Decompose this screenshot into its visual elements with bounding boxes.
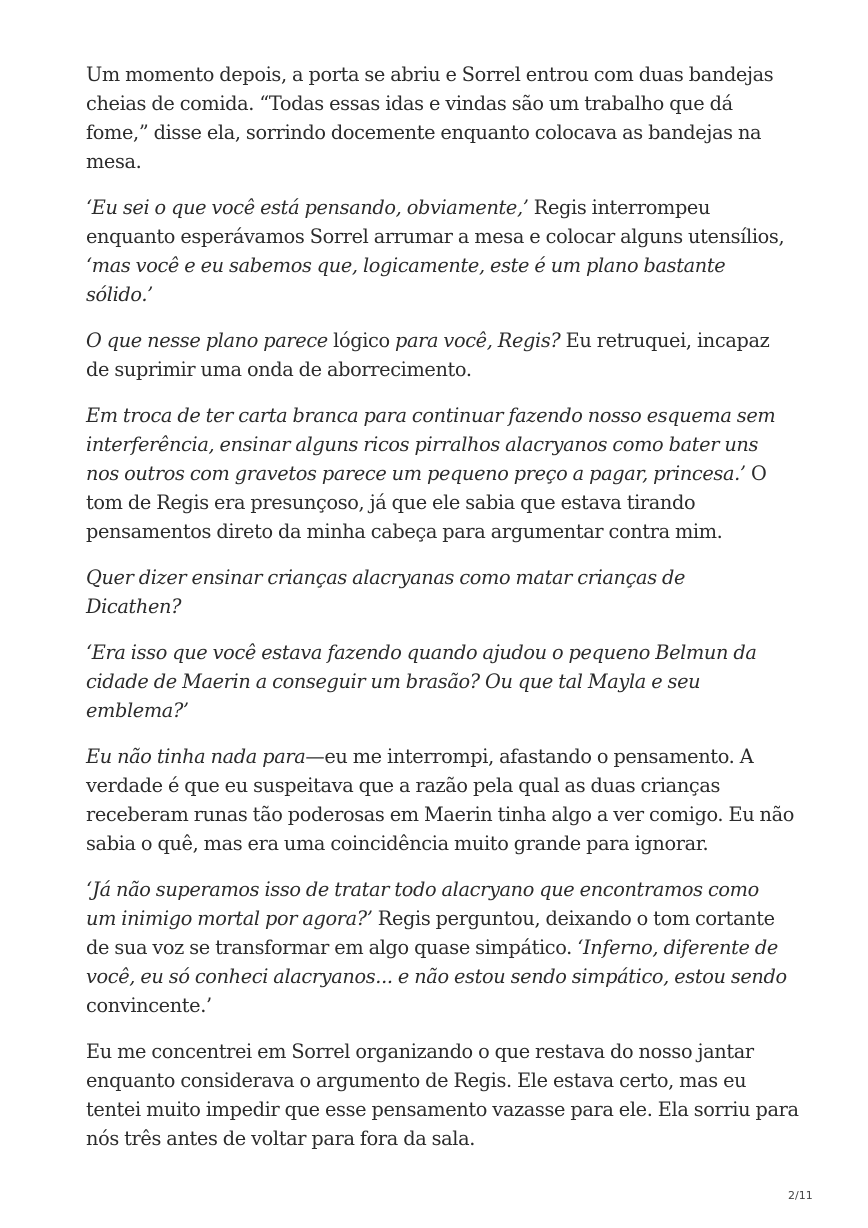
paragraph: [86, 1037, 799, 1153]
italic-text-segment: ‘Inferno, diferente de: [577, 936, 778, 959]
text-segment: fome,” disse ela, sorrindo docemente enquanto colocava as bandejas na: [86, 121, 762, 144]
text-line: [86, 488, 786, 517]
paragraph: [86, 742, 795, 858]
text-line: [86, 696, 786, 725]
text-segment: mesa.: [86, 150, 142, 173]
text-line: [86, 1037, 786, 1066]
text-line: [86, 563, 786, 592]
text-line: [86, 280, 786, 309]
text-line: [86, 875, 786, 904]
text-line: [86, 326, 786, 355]
italic-text-segment: ‘Eu sei o que você está pensando, obviamente,’: [86, 196, 529, 219]
text-segment: receberam runas tão poderosas em Maerin tinha algo a ver comigo. Eu não: [86, 803, 795, 826]
text-line: [86, 962, 786, 991]
italic-text-segment: ‘Era isso que você estava fazendo quando ajudou o pequeno Belmun da: [86, 641, 757, 664]
italic-text-segment: você, eu só conheci alacryanos... e não estou sendo simpático, estou sendo: [86, 965, 787, 988]
text-line: [86, 251, 786, 280]
text-line: [86, 517, 786, 546]
page-number: 2/11: [788, 1189, 813, 1202]
text-line: [86, 667, 786, 696]
text-segment: Eu me concentrei em Sorrel organizando o que restava do nosso jantar: [86, 1040, 754, 1063]
italic-text-segment: Eu não tinha nada para: [86, 745, 306, 768]
text-segment: sabia o quê, mas era uma coincidência muito grande para ignorar.: [86, 832, 709, 855]
italic-text-segment: cidade de Maerin a conseguir um brasão? Ou que tal Mayla e seu: [86, 670, 701, 693]
text-segment: Um momento depois, a porta se abriu e Sorrel entrou com duas bandejas: [86, 63, 774, 86]
text-segment: Eu retruquei, incapaz: [560, 329, 770, 352]
text-line: [86, 829, 786, 858]
text-line: [86, 638, 786, 667]
text-line: [86, 193, 786, 222]
paragraph: [86, 638, 786, 725]
text-segment: tentei muito impedir que esse pensamento vazasse para ele. Ela sorriu para: [86, 1098, 799, 1121]
text-line: [86, 459, 786, 488]
italic-text-segment: sólido.’: [86, 283, 153, 306]
text-segment: nós três antes de voltar para fora da sala.: [86, 1127, 476, 1150]
text-line: [86, 933, 786, 962]
italic-text-segment: emblema?’: [86, 699, 189, 722]
text-segment: Regis interrompeu: [528, 196, 711, 219]
text-segment: de suprimir uma onda de aborrecimento.: [86, 358, 472, 381]
text-line: [86, 147, 786, 176]
text-segment: lógico: [327, 329, 395, 352]
italic-text-segment: nos outros com gravetos parece um pequeno preço a pagar, princesa.’: [86, 462, 746, 485]
text-segment: Regis perguntou, deixando o tom cortante: [372, 907, 775, 930]
paragraph: [86, 563, 786, 621]
text-line: [86, 1124, 786, 1153]
paragraph: [86, 875, 786, 1020]
text-segment: enquanto considerava o argumento de Regis. Ele estava certo, mas eu: [86, 1069, 747, 1092]
text-segment: enquanto esperávamos Sorrel arrumar a mesa e colocar alguns utensílios,: [86, 225, 785, 248]
text-line: [86, 118, 786, 147]
text-segment: verdade é que eu suspeitava que a razão pela qual as duas crianças: [86, 774, 721, 797]
italic-text-segment: ‘Já não superamos isso de tratar todo alacryano que encontramos como: [86, 878, 759, 901]
document-body: [86, 60, 799, 1170]
italic-text-segment: para você, Regis?: [395, 329, 561, 352]
italic-text-segment: um inimigo mortal por agora?’: [86, 907, 373, 930]
text-line: [86, 401, 786, 430]
italic-text-segment: ‘mas você e eu sabemos que, logicamente, este é um plano bastante: [86, 254, 726, 277]
text-line: [86, 222, 786, 251]
text-segment: tom de Regis era presunçoso, já que ele sabia que estava tirando: [86, 491, 696, 514]
text-line: [86, 771, 786, 800]
italic-text-segment: Dicathen?: [86, 595, 182, 618]
text-line: [86, 592, 786, 621]
italic-text-segment: Quer dizer ensinar crianças alacryanas como matar crianças de: [86, 566, 686, 589]
text-line: [86, 904, 786, 933]
text-segment: O: [745, 462, 767, 485]
text-segment: —eu me interrompi, afastando o pensamento. A: [305, 745, 754, 768]
text-segment: cheias de comida. “Todas essas idas e vindas são um trabalho que dá: [86, 92, 733, 115]
paragraph: [86, 193, 786, 309]
text-line: [86, 355, 786, 384]
text-line: [86, 991, 786, 1020]
italic-text-segment: O que nesse plano parece: [86, 329, 328, 352]
text-line: [86, 1066, 786, 1095]
text-segment: convincente.’: [86, 994, 212, 1017]
italic-text-segment: interferência, ensinar alguns ricos pirralhos alacryanos como bater uns: [86, 433, 759, 456]
text-line: [86, 1095, 799, 1124]
text-line: [86, 742, 786, 771]
text-segment: pensamentos direto da minha cabeça para argumentar contra mim.: [86, 520, 723, 543]
paragraph: [86, 326, 786, 384]
text-segment: de sua voz se transformar em algo quase simpático.: [86, 936, 578, 959]
text-line: [86, 60, 786, 89]
italic-text-segment: Em troca de ter carta branca para continuar fazendo nosso esquema sem: [86, 404, 776, 427]
paragraph: [86, 60, 786, 176]
text-line: [86, 89, 786, 118]
text-line: [86, 800, 795, 829]
text-line: [86, 430, 786, 459]
paragraph: [86, 401, 786, 546]
